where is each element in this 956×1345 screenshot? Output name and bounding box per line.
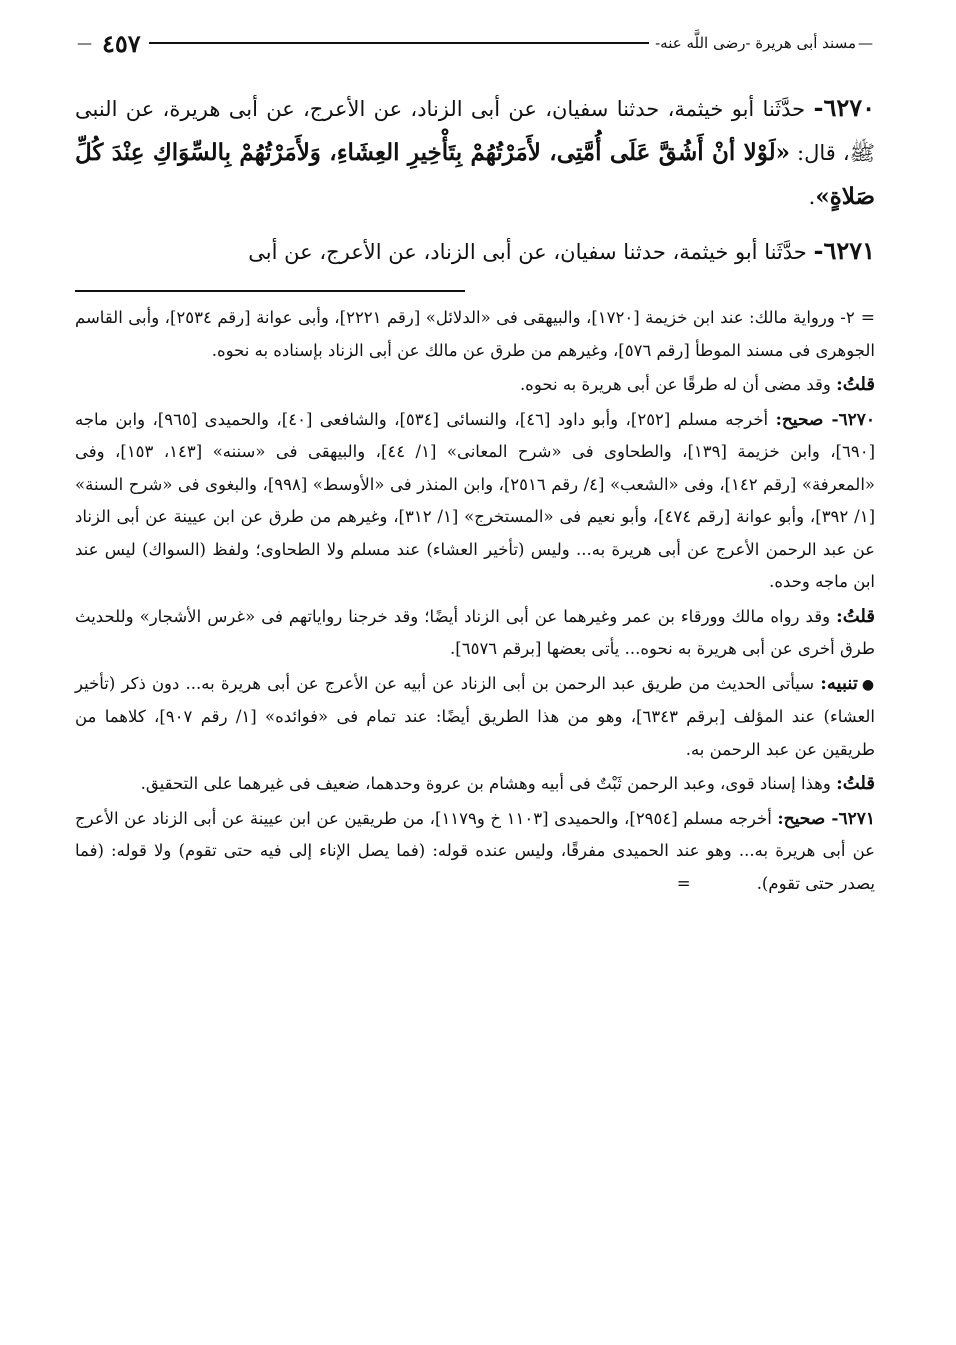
- note-number-label: ٦٢٧٠- صحيح:: [775, 409, 876, 430]
- footnotes: [75, 302, 875, 900]
- running-header: [75, 28, 875, 58]
- hadith-6270: [75, 86, 875, 219]
- note-text: سيأتى الحديث من طريق عبد الرحمن بن أبى الزناد عن أبيه عن الأعرج عن أبى هريرة به... دون ذكر (تأخير العشاء) عند المؤلف [برقم ٦٣٤٣]، وهو من هذا الطريق أيضًا: عند تمام فى «فوائده» [١/ رقم ٩٠٧]، كلاهما من طريقين عن عبد الرحمن به.: [75, 673, 876, 759]
- header-dash-right: —: [858, 34, 873, 52]
- footnote-separator: [75, 290, 465, 292]
- matn-text: «لَوْلا أنْ أَشُقَّ عَلَى أُمَّتِى، لأَمَرْتُهُمْ بِتَأْخِيرِ العِشَاءِ، وَلأَمَرْتُهُمْ بِالسِّوَاكِ عِنْدَ كُلِّ صَلاةٍ»: [75, 139, 875, 210]
- continuation-mark-end: =: [676, 873, 691, 893]
- hadith-6271: [75, 229, 875, 274]
- matn-end: .: [808, 185, 816, 209]
- note-qult-3: [75, 768, 875, 801]
- qult-label: قلتُ:: [836, 773, 875, 794]
- note-text: أخرجه مسلم [٢٩٥٤]، والحميدى [١١٠٣ خ و١١٧٩]، من طريقين عن ابن عيينة عن أبى الزناد عن الأعرج عن أبى هريرة به... وهو عند الحميدى مفرقًا، وليس عنده قوله: (فما يصل الإناء إلى فيه حتى تقوم) ولا قوله: (فما يصدر حتى تقوم).: [75, 808, 875, 893]
- isnad-text: حدَّثَنا أبو خيثمة، حدثنا سفيان، عن أبى الزناد، عن الأعرج، عن أبى: [248, 240, 807, 264]
- continuation-mark: =: [860, 308, 875, 328]
- hadith-number: ٦٢٧٠-: [813, 93, 875, 122]
- book-title: مسند أبى هريرة -رضى اللَّه عنه-: [655, 34, 856, 52]
- note-text: وقد رواه مالك وورقاء بن عمر وغيرهما عن أبى الزناد أيضًا؛ وقد خرجنا رواياتهم فى «غرس الأشجار» وللحديث طرق أخرى عن أبى هريرة به نحوه... يأتى بعضها [برقم ٦٥٧٦].: [75, 606, 875, 658]
- note-number-label: ٦٢٧١- صحيح:: [777, 808, 876, 829]
- bullet-icon: ●: [861, 676, 875, 693]
- note-text: وقد مضى أن له طرقًا عن أبى هريرة به نحوه.: [519, 375, 837, 394]
- note-continuation: [75, 302, 875, 367]
- note-qult-2: [75, 601, 875, 666]
- main-text: [75, 86, 875, 274]
- hadith-number: ٦٢٧١-: [813, 236, 875, 265]
- document-page: [75, 28, 875, 902]
- note-text: وهذا إسناد قوى، وعبد الرحمن ثَبْتٌ فى أبيه وهشام بن عروة وحدهما، ضعيف فى غيرهما على التحقيق.: [140, 774, 837, 793]
- note-qult-1: [75, 369, 875, 402]
- qult-label: قلتُ:: [836, 374, 875, 395]
- page-number: ٤٥٧: [102, 28, 141, 58]
- note-text: أخرجه مسلم [٢٥٢]، وأبو داود [٤٦]، والنسائى [٥٣٤]، والشافعى [٤٠]، والحميدى [٩٦٥]، وابن ماجه [٦٩٠]، وابن خزيمة [١٣٩]، والطحاوى فى «شرح المعانى» [١/ ٤٤]، والبيهقى فى «سننه» [١٤٣، ١٥٣]، وفى «المعرفة» [رقم ١٤٢]، وفى «الشعب» [٤/ رقم ٢٥١٦]، وابن المنذر فى «الأوسط» [٩٩٨]، والبغوى فى «شرح السنة» [١/ ٣٩٢]، وأبو عوانة [رقم ٤٧٤]، وأبو نعيم فى «المستخرج» [١/ ٣١٢]، وغيرهم من طرق عن ابن عيينة عن أبى الزناد عن عبد الرحمن الأعرج عن أبى هريرة به... وليس (تأخير العشاء) عند مسلم ولا الطحاوى؛ ولفظ (السواك) ليس عند ابن ماجه وحده.: [75, 409, 876, 591]
- isnad-text: حدَّثَنا أبو خيثمة، حدثنا سفيان، عن أبى الزناد، عن الأعرج، عن أبى هريرة، عن النبى ﷺ، قال:: [75, 97, 875, 165]
- note-6271: [75, 803, 875, 901]
- note-6270: [75, 404, 875, 599]
- tanbih-label: تنبيه:: [820, 672, 858, 694]
- header-dash-left: —: [77, 34, 92, 52]
- qult-label: قلتُ:: [836, 605, 875, 627]
- note-text: ٢- ورواية مالك: عند ابن خزيمة [١٧٢٠]، والبيهقى فى «الدلائل» [رقم ٢٢٢١]، وأبى عوانة [رقم ٢٥٣٤]، وأبى القاسم الجوهرى فى مسند الموطأ [رقم ٥٧٦]، وغيرهم من طرق عن مالك عن أبى الزناد بإسناده به نحوه.: [75, 308, 875, 360]
- note-tanbih: [75, 668, 875, 767]
- header-rule: [149, 42, 649, 44]
